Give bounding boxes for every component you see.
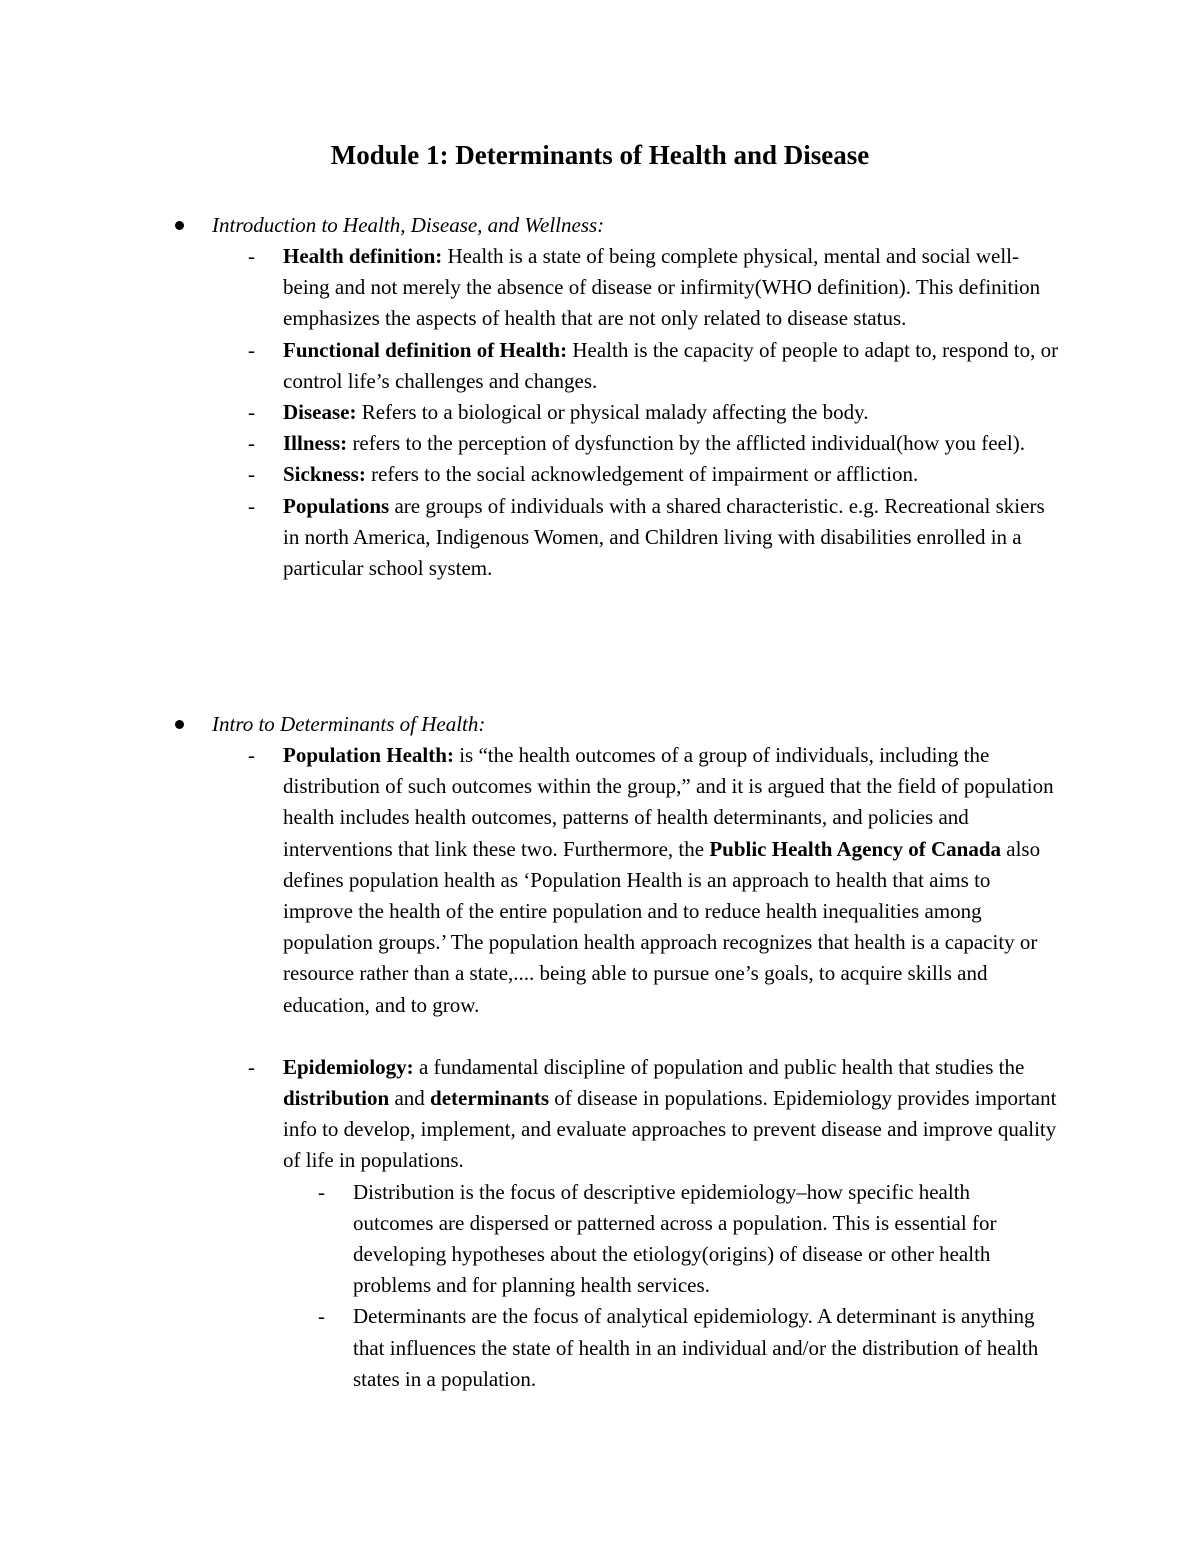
term-bold-text: Public Health Agency of Canada <box>709 836 1002 861</box>
list-item-health-definition <box>0 241 1200 335</box>
term-bold-text: distribution <box>283 1086 390 1111</box>
dash-marker: - <box>248 1054 255 1079</box>
bullet-icon <box>175 221 184 230</box>
term-label: Functional definition of Health: <box>283 337 568 362</box>
section-heading-text: Intro to Determinants of Health: <box>212 712 486 736</box>
list-item-functional-definition <box>0 335 1200 397</box>
term-text: Refers to a biological or physical malady affecting the body. <box>356 400 869 425</box>
section-heading <box>0 709 1200 740</box>
dash-marker: - <box>248 337 255 362</box>
term-text: refers to the perception of dysfunction by the afflicted individual(how you feel). <box>347 431 1026 456</box>
term-text: Health is the capacity of people to adapt to, respond to, or control life’s challenges and changes. <box>283 337 1059 393</box>
page-title: Module 1: Determinants of Health and Disease <box>330 140 870 170</box>
dash-marker: - <box>248 244 255 268</box>
section-heading-text: Introduction to Health, Disease, and Wellness: <box>212 213 605 237</box>
term-text: of disease in populations. Epidemiology provides important info to develop, implement, and evaluate approaches to prevent disease and improve quality of life in populations. <box>283 1086 1057 1173</box>
term-text: a fundamental discipline of population and public health that studies the <box>413 1054 1025 1079</box>
list-item-populations <box>0 491 1200 585</box>
term-text: is “the health outcomes of a group of individuals, including the distribution of such outcomes within the group,” and it is argued that the field of population health includes health outcomes, patterns of health determinants, and policies and interventions that link these two. Furthermore, the <box>283 743 1054 861</box>
term-bold-text: determinants <box>430 1086 550 1111</box>
list-item-disease <box>0 397 1200 428</box>
term-label: Population Health: <box>283 743 454 767</box>
term-label: Health definition: <box>283 244 443 268</box>
sub-list-item-determinants <box>0 1301 1200 1395</box>
section-heading <box>0 210 1200 241</box>
term-label: Sickness: <box>283 462 366 487</box>
term-text: also defines population health as ‘Population Health is an approach to health that aims to improve the health of the entire population and to reduce health inequalities among population groups.’ The population health approach recognizes that health is a capacity or resource rather than a state,.... being able to pursue one’s goals, to acquire skills and education, and to grow. <box>283 836 1041 1017</box>
list-item-illness <box>0 428 1200 459</box>
term-label: Populations <box>283 493 390 518</box>
dash-marker: - <box>248 743 255 767</box>
spacer <box>0 1021 1200 1052</box>
sub-item-text: Distribution is the focus of descriptive epidemiology–how specific health outcomes are dispersed or patterned across a population. This is essential for developing hypotheses about the etiology(origins) of disease or other health problems and for planning health services. <box>353 1179 997 1298</box>
section-intro-health <box>0 210 1200 584</box>
dash-marker: - <box>248 462 255 487</box>
dash-marker: - <box>318 1304 325 1329</box>
list-item-epidemiology <box>0 1052 1200 1177</box>
dash-marker: - <box>318 1179 325 1204</box>
sub-list-item-distribution <box>0 1177 1200 1302</box>
term-label: Illness: <box>283 431 348 456</box>
term-text: are groups of individuals with a shared characteristic. e.g. Recreational skiers in north America, Indigenous Women, and Children living with disabilities enrolled in a particular school system. <box>283 493 1045 581</box>
term-label: Epidemiology: <box>283 1054 414 1079</box>
dash-marker: - <box>248 493 255 518</box>
dash-marker: - <box>248 400 255 425</box>
list-item-population-health <box>0 740 1200 1021</box>
list-item-sickness <box>0 459 1200 490</box>
dash-marker: - <box>248 431 255 456</box>
bullet-icon <box>175 720 184 729</box>
term-text: refers to the social acknowledgement of impairment or affliction. <box>365 462 919 487</box>
sub-item-text: Determinants are the focus of analytical epidemiology. A determinant is anything that influences the state of health in an individual and/or the distribution of health states in a population. <box>353 1304 1039 1391</box>
term-text: and <box>389 1086 431 1111</box>
section-determinants <box>0 709 1200 1395</box>
term-label: Disease: <box>283 400 357 425</box>
term-text: Health is a state of being complete physical, mental and social well-being and not merely the absence of disease or infirmity(WHO definition). This definition emphasizes the aspects of health that are not only related to disease status. <box>283 244 1041 331</box>
